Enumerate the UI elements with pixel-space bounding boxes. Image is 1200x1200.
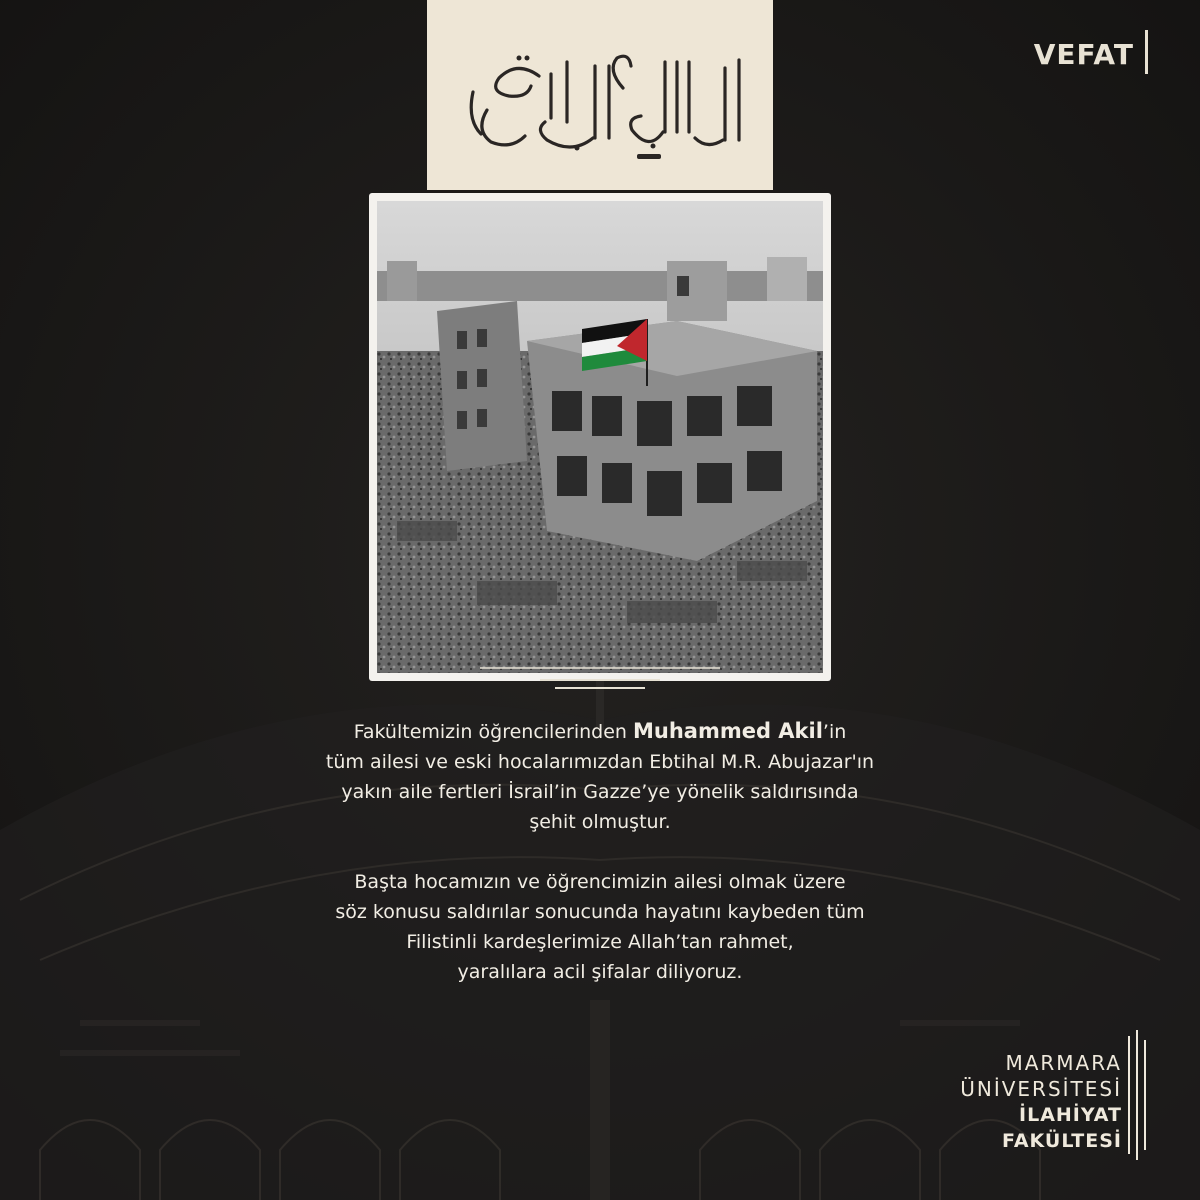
message-line-8: yaralılara acil şifalar diliyoruz.	[457, 961, 743, 983]
message-line-1: Fakültemizin öğrencilerinden Muhammed Akil’in	[353, 719, 847, 743]
student-name: Muhammed Akil	[632, 719, 823, 743]
calligraphy-panel	[427, 0, 773, 190]
logo-line-2: ÜNİVERSİTESİ	[960, 1077, 1122, 1101]
logo-line-1: MARMARA	[1005, 1051, 1122, 1075]
message-line-6: söz konusu saldırılar sonucunda hayatını kaybeden tüm	[335, 901, 865, 923]
vefat-label: VEFAT	[1033, 38, 1134, 71]
decorative-lines	[480, 664, 720, 694]
photo-frame	[369, 193, 831, 681]
calligraphy-icon	[427, 0, 773, 190]
message-line-4: şehit olmuştur.	[529, 811, 671, 833]
logo-bars-icon	[1128, 1030, 1152, 1160]
ruined-building-photo	[377, 201, 823, 673]
logo-line-4: FAKÜLTESİ	[1002, 1130, 1122, 1152]
university-logo	[960, 1050, 1122, 1154]
message-line-7: Filistinli kardeşlerimize Allah’tan rahmet,	[406, 931, 794, 953]
condolence-message	[150, 716, 1050, 987]
vefat-accent-bar	[1145, 30, 1148, 74]
logo-line-3: İLAHİYAT	[1019, 1104, 1122, 1126]
message-line-5: Başta hocamızın ve öğrencimizin ailesi olmak üzere	[354, 871, 846, 893]
message-line-3: yakın aile fertleri İsrail’in Gazze’ye yönelik saldırısında	[341, 781, 859, 803]
message-line-2: tüm ailesi ve eski hocalarımızdan Ebtihal M.R. Abujazar'ın	[325, 751, 875, 773]
